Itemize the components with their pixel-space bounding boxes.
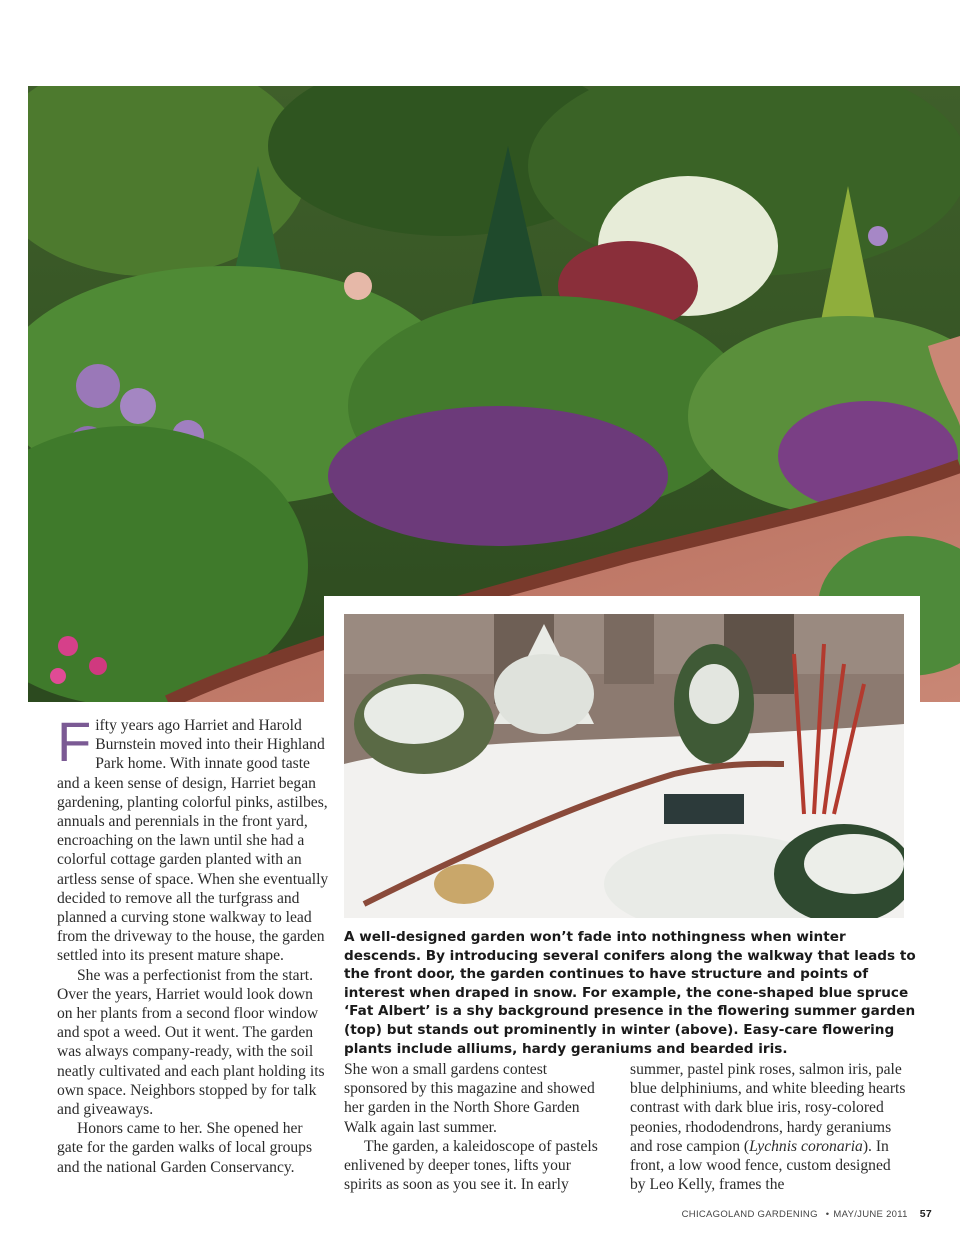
- article-column-2: [344, 1060, 606, 1194]
- botanical-name: Lychnis coronaria: [749, 1137, 863, 1155]
- winter-garden-photo: [344, 614, 904, 918]
- article-paragraph: Honors came to her. She opened her gate for the garden walks of local groups and the national Garden Conservancy.: [57, 1120, 313, 1176]
- article-paragraph: She won a small gardens contest sponsored by this magazine and showed her garden in the North Shore Garden Walk again last summer.: [344, 1061, 595, 1136]
- issue-date: MAY/JUNE 2011: [833, 1209, 908, 1220]
- article-paragraph: [630, 1060, 908, 1194]
- drop-cap: F: [57, 710, 92, 773]
- paragraph-text: ). In front, a low wood fence, custom designed by Leo Kelly, frames the: [630, 1137, 891, 1194]
- page-number: 57: [919, 1208, 932, 1220]
- article-column-1: [57, 710, 332, 1177]
- article-paragraph: She was a perfectionist from the start. Over the years, Harriet would look down on her plants from a second floor window and spot a weed. Out it went. The garden was always company-ready, with the soil neatly cultivated and each plant holding its own space. Neighbors stopped by for talk and giveaways.: [57, 966, 325, 1119]
- winter-garden-photo-icon: [344, 614, 904, 918]
- article-column-3: [630, 1060, 908, 1194]
- article-paragraph: [57, 710, 332, 966]
- paragraph-text: ifty years ago Harriet and Harold Burnstein moved into their Highland Park home. With innate good taste and a keen sense of design, Harriet began gardening, planting colorful pinks, astilbes, annuals and perennials in the front yard, encroaching on the lawn until she had a colorful cottage garden planted with an artless sense of space. When she eventually decided to remove all the turfgrass and planned a curving stone walkway to lead from the driveway to the house, the garden settled into its present mature shape.: [57, 717, 329, 965]
- article-paragraph: The garden, a kaleidoscope of pastels enlivened by deeper tones, lifts your spirits as soon as you see it. In early: [344, 1137, 598, 1194]
- paragraph-text: summer, pastel pink roses, salmon iris, pale blue delphiniums, and white bleeding hearts contrast with dark blue iris, rosy-colored peonies, rhododendrons, hardy geraniums and rose campion (: [630, 1061, 906, 1155]
- page-footer: [682, 1208, 932, 1220]
- publication-name: CHICAGOLAND GARDENING: [681, 1209, 818, 1220]
- photo-caption: A well-designed garden won’t fade into nothingness when winter descends. By introducing several conifers along the walkway that leads to the front door, the garden continues to have structure and points of interest when draped in snow. For example, the cone-shaped blue spruce ‘Fat Albert’ is a shy background presence in the flowering summer garden (top) but stands out prominently in winter (above). Easy-care flowering plants include alliums, hardy geraniums and bearded iris.: [344, 929, 916, 1057]
- footer-separator: •: [825, 1209, 830, 1220]
